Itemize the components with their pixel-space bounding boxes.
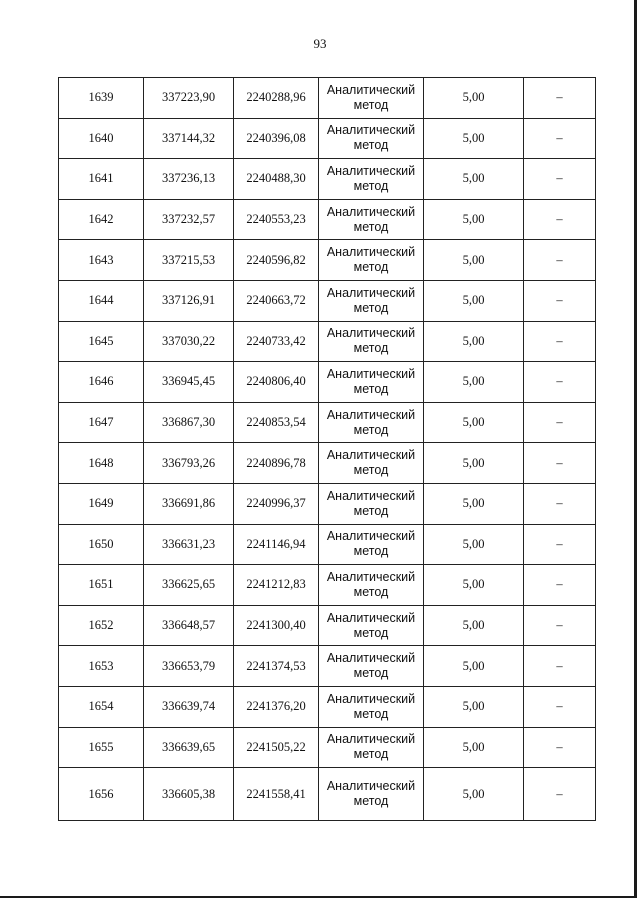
note-cell: – xyxy=(524,727,596,768)
method-line-2: метод xyxy=(353,625,389,640)
method-line-1: Аналитический xyxy=(326,691,416,706)
method-cell xyxy=(319,768,424,821)
x-coordinate-cell: 337223,90 xyxy=(144,78,234,119)
method-line-1: Аналитический xyxy=(326,610,416,625)
x-coordinate-cell: 337144,32 xyxy=(144,118,234,159)
y-coordinate-cell: 2241376,20 xyxy=(234,686,319,727)
table-row xyxy=(59,646,596,687)
table-row xyxy=(59,686,596,727)
x-coordinate-cell: 336945,45 xyxy=(144,362,234,403)
accuracy-cell: 5,00 xyxy=(424,159,524,200)
accuracy-cell: 5,00 xyxy=(424,78,524,119)
method-cell xyxy=(319,443,424,484)
method-line-1: Аналитический xyxy=(326,529,416,544)
method-line-1: Аналитический xyxy=(326,123,416,138)
y-coordinate-cell: 2240288,96 xyxy=(234,78,319,119)
accuracy-cell: 5,00 xyxy=(424,118,524,159)
table-row xyxy=(59,362,596,403)
method-line-2: метод xyxy=(353,706,389,721)
table-row xyxy=(59,402,596,443)
method-line-1: Аналитический xyxy=(326,779,416,794)
accuracy-cell: 5,00 xyxy=(424,727,524,768)
method-line-1: Аналитический xyxy=(326,569,416,584)
method-line-2: метод xyxy=(353,341,389,356)
x-coordinate-cell: 336653,79 xyxy=(144,646,234,687)
method-line-2: метод xyxy=(353,503,389,518)
table-row xyxy=(59,483,596,524)
note-cell: – xyxy=(524,159,596,200)
method-line-1: Аналитический xyxy=(326,326,416,341)
x-coordinate-cell: 337232,57 xyxy=(144,199,234,240)
method-line-2: метод xyxy=(353,219,389,234)
table-row xyxy=(59,443,596,484)
method-line-2: метод xyxy=(353,794,389,809)
method-line-1: Аналитический xyxy=(326,245,416,260)
method-line-2: метод xyxy=(353,544,389,559)
accuracy-cell: 5,00 xyxy=(424,524,524,565)
method-line-1: Аналитический xyxy=(326,732,416,747)
note-cell: – xyxy=(524,768,596,821)
method-line-2: метод xyxy=(353,260,389,275)
method-cell xyxy=(319,240,424,281)
table-body xyxy=(59,78,596,821)
note-cell: – xyxy=(524,443,596,484)
accuracy-cell: 5,00 xyxy=(424,280,524,321)
y-coordinate-cell: 2241300,40 xyxy=(234,605,319,646)
point-id-cell: 1655 xyxy=(59,727,144,768)
x-coordinate-cell: 337215,53 xyxy=(144,240,234,281)
table-row xyxy=(59,159,596,200)
point-id-cell: 1656 xyxy=(59,768,144,821)
x-coordinate-cell: 336605,38 xyxy=(144,768,234,821)
method-line-2: метод xyxy=(353,666,389,681)
y-coordinate-cell: 2241558,41 xyxy=(234,768,319,821)
method-cell xyxy=(319,118,424,159)
y-coordinate-cell: 2240663,72 xyxy=(234,280,319,321)
x-coordinate-cell: 336648,57 xyxy=(144,605,234,646)
table-row xyxy=(59,199,596,240)
accuracy-cell: 5,00 xyxy=(424,402,524,443)
y-coordinate-cell: 2240553,23 xyxy=(234,199,319,240)
point-id-cell: 1654 xyxy=(59,686,144,727)
point-id-cell: 1648 xyxy=(59,443,144,484)
method-cell xyxy=(319,646,424,687)
method-cell xyxy=(319,199,424,240)
y-coordinate-cell: 2240596,82 xyxy=(234,240,319,281)
note-cell: – xyxy=(524,686,596,727)
note-cell: – xyxy=(524,483,596,524)
x-coordinate-cell: 336867,30 xyxy=(144,402,234,443)
y-coordinate-cell: 2240996,37 xyxy=(234,483,319,524)
method-cell xyxy=(319,362,424,403)
method-line-2: метод xyxy=(353,463,389,478)
method-line-1: Аналитический xyxy=(326,366,416,381)
method-line-1: Аналитический xyxy=(326,448,416,463)
accuracy-cell: 5,00 xyxy=(424,240,524,281)
accuracy-cell: 5,00 xyxy=(424,362,524,403)
method-cell xyxy=(319,686,424,727)
method-line-2: метод xyxy=(353,584,389,599)
y-coordinate-cell: 2240896,78 xyxy=(234,443,319,484)
y-coordinate-cell: 2240488,30 xyxy=(234,159,319,200)
table-row xyxy=(59,78,596,119)
y-coordinate-cell: 2241212,83 xyxy=(234,565,319,606)
method-line-1: Аналитический xyxy=(326,82,416,97)
point-id-cell: 1640 xyxy=(59,118,144,159)
method-cell xyxy=(319,565,424,606)
point-id-cell: 1645 xyxy=(59,321,144,362)
point-id-cell: 1639 xyxy=(59,78,144,119)
table-row xyxy=(59,240,596,281)
method-cell xyxy=(319,524,424,565)
method-cell xyxy=(319,321,424,362)
accuracy-cell: 5,00 xyxy=(424,768,524,821)
method-line-2: метод xyxy=(353,422,389,437)
x-coordinate-cell: 336625,65 xyxy=(144,565,234,606)
note-cell: – xyxy=(524,565,596,606)
note-cell: – xyxy=(524,524,596,565)
x-coordinate-cell: 337126,91 xyxy=(144,280,234,321)
table-row xyxy=(59,280,596,321)
method-cell xyxy=(319,78,424,119)
note-cell: – xyxy=(524,240,596,281)
accuracy-cell: 5,00 xyxy=(424,199,524,240)
method-line-1: Аналитический xyxy=(326,407,416,422)
table-row xyxy=(59,605,596,646)
point-id-cell: 1649 xyxy=(59,483,144,524)
method-line-1: Аналитический xyxy=(326,204,416,219)
point-id-cell: 1643 xyxy=(59,240,144,281)
accuracy-cell: 5,00 xyxy=(424,565,524,606)
method-line-2: метод xyxy=(353,138,389,153)
accuracy-cell: 5,00 xyxy=(424,686,524,727)
note-cell: – xyxy=(524,118,596,159)
method-cell xyxy=(319,483,424,524)
point-id-cell: 1641 xyxy=(59,159,144,200)
method-cell xyxy=(319,280,424,321)
accuracy-cell: 5,00 xyxy=(424,321,524,362)
x-coordinate-cell: 337030,22 xyxy=(144,321,234,362)
y-coordinate-cell: 2241146,94 xyxy=(234,524,319,565)
accuracy-cell: 5,00 xyxy=(424,443,524,484)
y-coordinate-cell: 2241374,53 xyxy=(234,646,319,687)
method-line-1: Аналитический xyxy=(326,163,416,178)
table-row xyxy=(59,321,596,362)
point-id-cell: 1644 xyxy=(59,280,144,321)
method-line-2: метод xyxy=(353,747,389,762)
method-line-1: Аналитический xyxy=(326,488,416,503)
table-row xyxy=(59,565,596,606)
note-cell: – xyxy=(524,362,596,403)
point-id-cell: 1642 xyxy=(59,199,144,240)
method-line-2: метод xyxy=(353,97,389,112)
table-row xyxy=(59,118,596,159)
table-row xyxy=(59,524,596,565)
y-coordinate-cell: 2241505,22 xyxy=(234,727,319,768)
method-line-1: Аналитический xyxy=(326,285,416,300)
table-row xyxy=(59,727,596,768)
method-line-2: метод xyxy=(353,178,389,193)
x-coordinate-cell: 336639,74 xyxy=(144,686,234,727)
note-cell: – xyxy=(524,605,596,646)
method-line-2: метод xyxy=(353,300,389,315)
point-id-cell: 1652 xyxy=(59,605,144,646)
x-coordinate-cell: 336639,65 xyxy=(144,727,234,768)
y-coordinate-cell: 2240396,08 xyxy=(234,118,319,159)
method-line-2: метод xyxy=(353,381,389,396)
x-coordinate-cell: 336691,86 xyxy=(144,483,234,524)
y-coordinate-cell: 2240806,40 xyxy=(234,362,319,403)
method-cell xyxy=(319,159,424,200)
method-cell xyxy=(319,402,424,443)
point-id-cell: 1647 xyxy=(59,402,144,443)
method-cell xyxy=(319,727,424,768)
accuracy-cell: 5,00 xyxy=(424,483,524,524)
page-number: 93 xyxy=(313,36,327,51)
x-coordinate-cell: 337236,13 xyxy=(144,159,234,200)
note-cell: – xyxy=(524,321,596,362)
point-id-cell: 1651 xyxy=(59,565,144,606)
note-cell: – xyxy=(524,646,596,687)
y-coordinate-cell: 2240733,42 xyxy=(234,321,319,362)
point-id-cell: 1653 xyxy=(59,646,144,687)
note-cell: – xyxy=(524,280,596,321)
method-line-1: Аналитический xyxy=(326,651,416,666)
note-cell: – xyxy=(524,199,596,240)
note-cell: – xyxy=(524,402,596,443)
accuracy-cell: 5,00 xyxy=(424,646,524,687)
accuracy-cell: 5,00 xyxy=(424,605,524,646)
table-row xyxy=(59,768,596,821)
x-coordinate-cell: 336631,23 xyxy=(144,524,234,565)
y-coordinate-cell: 2240853,54 xyxy=(234,402,319,443)
method-cell xyxy=(319,605,424,646)
point-id-cell: 1646 xyxy=(59,362,144,403)
coordinates-table xyxy=(58,77,596,821)
point-id-cell: 1650 xyxy=(59,524,144,565)
note-cell: – xyxy=(524,78,596,119)
x-coordinate-cell: 336793,26 xyxy=(144,443,234,484)
